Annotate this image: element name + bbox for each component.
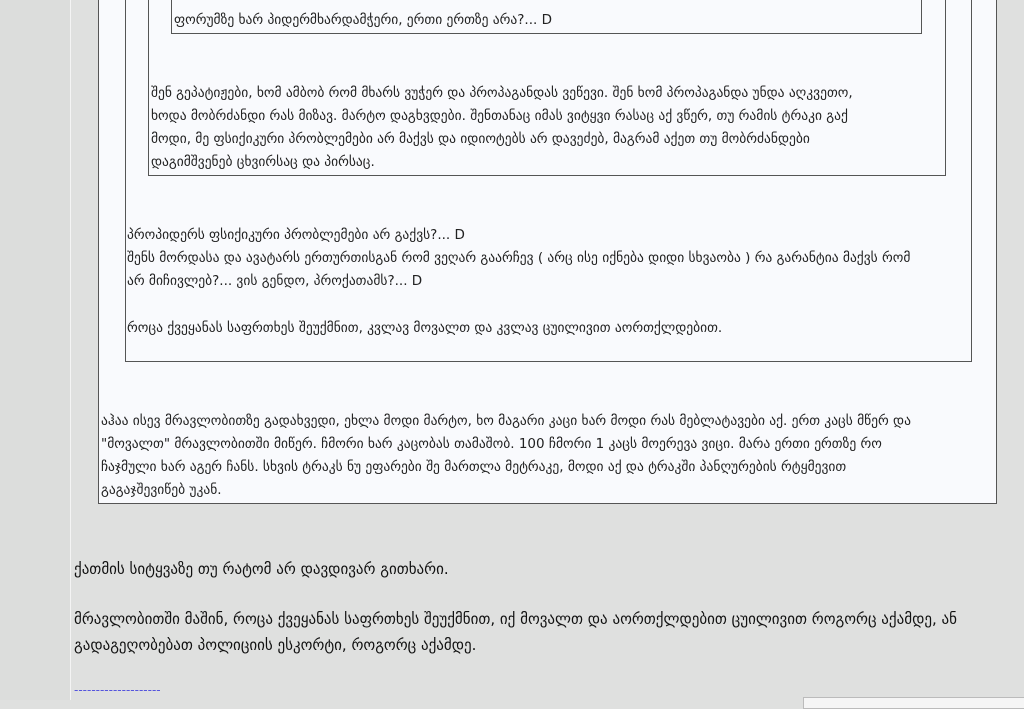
quote-text: გაგაჯშევიწებ უკან. — [101, 482, 222, 498]
quote-text: არ მიჩივლებ?... ვის გენდო, პროქათამს?... D — [127, 273, 423, 289]
quote-level-1 — [98, 0, 997, 504]
quote-text: მოდი, მე ფსიქიკური პრობლემები არ მაქვს და იდიოტებს არ დავეძებ, მაგრამ აქეთ თუ მობრძანდები — [151, 131, 810, 147]
quote-level-4 — [171, 0, 922, 34]
quote-text: ჩაჯმული ხარ აგერ ჩანს. სხვის ტრაკს ნუ ეფარები შე მართლა მეტრაკე, მოდი აქ და ტრაკში პანღურების რტყმევით — [101, 459, 847, 475]
quote-text: ხოდა მობრძანდი რას მიზავ. მარტო დაგხვდები. შენთანაც იმას ვიტყვი რასაც აქ ვწერ, თუ რამის ტრაკი გაქ — [151, 108, 848, 124]
quote-text: ფორუმზე ხარ პიდერმხარდამჭერი, ერთი ერთზე არა?... D — [174, 12, 552, 28]
quote-level-2 — [125, 0, 972, 362]
quote-level-3 — [148, 0, 946, 176]
left-margin — [0, 0, 71, 700]
quote-text: აჰაა ისევ მრავლობითზე გადახვედი, ეხლა მოდი მარტო, ხო მაგარი კაცი ხარ მოდი რას მებლატავები აქ. ერთ კაცს მწერ და — [101, 413, 911, 429]
quote-text: "მოვალთ" მრავლობითში მიწერ. ჩმორი ხარ კაცობას თამაშობ. 100 ჩმორი 1 კაცს მოერევა ვიცი. მარა ერთი ერთზე რო — [101, 436, 882, 452]
quote-text: როცა ქვეყანას საფრთხეს შეუქმნით, კვლავ მოვალთ და კვლავ ცუილივით აორთქლდებით. — [127, 320, 723, 336]
quote-text: დაგიმშვენებ ცხვირსაც და პირსაც. — [151, 154, 375, 170]
signature-separator[interactable]: -------------------- — [74, 683, 161, 697]
post-text: მრავლობითში მაშინ, როცა ქვეყანას საფრთხეს შეუქმნით, იქ მოვალთ და აორთქლდებით ცუილივით როგორც აქამდე, ან — [74, 610, 957, 628]
footer-box — [803, 697, 1024, 709]
post-text: ქათმის სიტყვაზე თუ რატომ არ დავდივარ გითხარი. — [74, 560, 449, 578]
quote-text: პროპიდერს ფსიქიკური პრობლემები არ გაქვს?... D — [127, 227, 465, 243]
post-text: გადაგეღობებათ პოლიციის ესკორტი, როგორც აქამდე. — [74, 636, 477, 654]
quote-text: შენ გეპატიჟები, ხომ ამბობ რომ მხარს ვუჭერ და პროპაგანდას ვეწევი. შენ ხომ პროპაგანდა უნდა აღკვეთო, — [151, 85, 853, 101]
quote-text: შენს მორდასა და ავატარს ერთურთისგან რომ ვეღარ გაარჩევ ( არც ისე იქნება დიდი სხვაობა ) რა გარანტია მაქვს რომ — [127, 250, 911, 266]
